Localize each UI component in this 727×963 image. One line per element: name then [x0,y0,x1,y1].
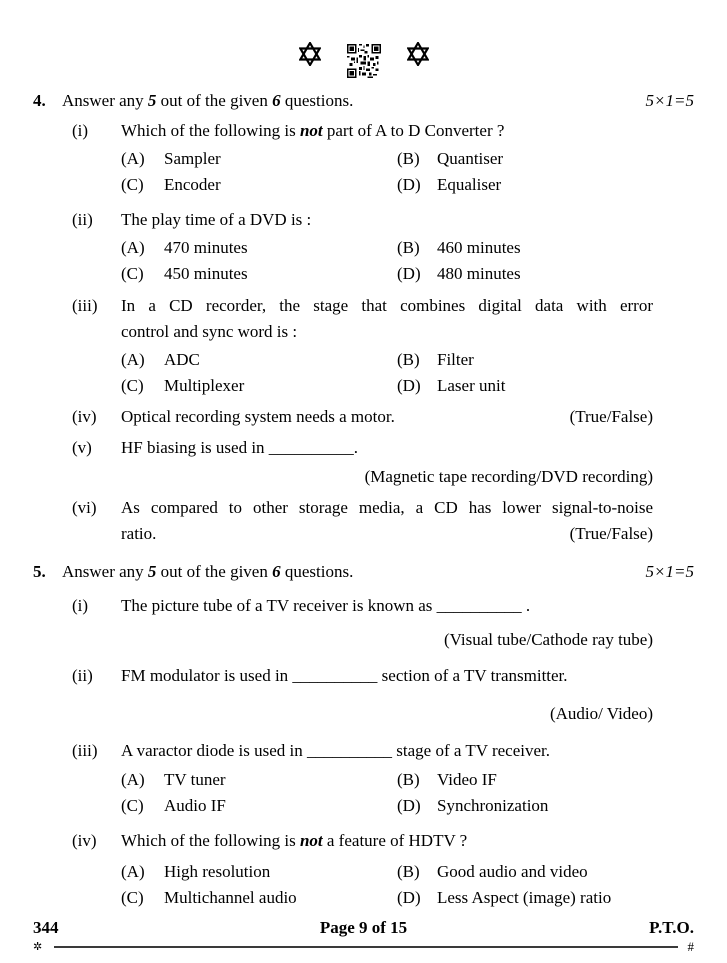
sub-question-label: (i) [72,596,89,615]
option-text: Filter [437,350,474,369]
question-number: 4. [33,91,46,110]
sub-question-text: The picture tube of a TV receiver is known as __________ . [121,596,531,615]
sub-question-text: A varactor diode is used in __________ stage of a TV receiver. [121,741,550,760]
sub-question-4-iii [72,293,694,399]
option-key: (A) [121,149,145,168]
answer-hint: (Visual tube/Cathode ray tube) [443,630,653,649]
question-header [33,88,694,114]
star-of-david-icon [299,42,321,66]
options-grid [121,146,653,198]
option-text: Video IF [437,770,497,789]
page-footer [33,916,694,954]
sub-question-text: HF biasing is used in __________. [121,438,359,457]
option-key: (B) [397,238,420,257]
qr-code [347,44,381,78]
footer-rule [33,940,694,954]
question-5 [33,559,694,911]
page-indicator: Page 9 of 15 [319,918,408,937]
option-text: High resolution [164,862,271,881]
sub-question-label: (vi) [72,498,97,517]
sub-question-4-vi [72,495,694,547]
answer-hint: (True/False) [569,524,653,543]
option-text: Encoder [164,175,221,194]
option-text: Multichannel audio [164,888,297,907]
question-4 [33,88,694,547]
option-key: (C) [121,264,144,283]
sub-question-text: FM modulator is used in __________ section of a TV transmitter. [121,666,568,685]
options-grid [121,767,653,819]
sub-question-text-line1: As compared to other storage media, a CD has lower signal-to-noise [121,498,653,517]
star-of-david-icon [407,42,429,66]
question-header [33,559,694,585]
option-key: (A) [121,770,145,789]
option-text: Good audio and video [437,862,588,881]
option-key: (B) [397,350,420,369]
sub-question-4-iv [72,404,694,430]
question-text: Answer any 5 out of the given 6 questions. [62,562,354,581]
sub-question-text-line1: In a CD recorder, the stage that combines digital data with error [121,296,653,315]
sub-question-5-iii [72,738,694,819]
masthead [33,0,694,78]
marks: 5×1=5 [645,91,694,110]
option-key: (D) [397,175,421,194]
option-text: 450 minutes [164,264,248,283]
paper-code: 344 [33,918,59,937]
sub-question-4-ii [72,207,694,287]
option-key: (A) [121,350,145,369]
option-text: Audio IF [164,796,226,815]
marks: 5×1=5 [645,562,694,581]
sub-question-label: (ii) [72,666,93,685]
answer-hint: (True/False) [569,407,653,426]
option-key: (D) [397,264,421,283]
option-key: (D) [397,376,421,395]
sub-question-5-iv [72,828,694,911]
option-key: (C) [121,376,144,395]
sub-question-text: Optical recording system needs a motor. [121,407,395,426]
sub-question-text: Which of the following is not a feature of HDTV ? [121,831,468,850]
sub-question-5-ii [72,663,694,727]
option-key: (C) [121,796,144,815]
option-key: (B) [397,862,420,881]
sub-question-label: (iv) [72,831,97,850]
options-grid [121,859,653,911]
footer-left-mark: ✲ [33,941,43,953]
sub-question-label: (v) [72,438,92,457]
option-text: Equaliser [437,175,502,194]
pto-label: P.T.O. [649,918,694,937]
sub-question-label: (iii) [72,741,98,760]
sub-question-label: (ii) [72,210,93,229]
option-text: Quantiser [437,149,504,168]
option-key: (A) [121,862,145,881]
option-text: 480 minutes [437,264,521,283]
option-text: Laser unit [437,376,506,395]
option-key: (C) [121,888,144,907]
sub-question-label: (i) [72,121,89,140]
question-number: 5. [33,562,46,581]
sub-question-text-line2: control and sync word is : [121,322,298,341]
option-text: Synchronization [437,796,549,815]
sub-question-5-i [72,593,694,653]
question-text: Answer any 5 out of the given 6 questions. [62,91,354,110]
option-text: Multiplexer [164,376,245,395]
option-text: 470 minutes [164,238,248,257]
answer-hint: (Magnetic tape recording/DVD recording) [364,467,653,486]
footer-right-mark: # [687,939,694,954]
option-key: (C) [121,175,144,194]
options-grid [121,347,653,399]
option-text: Less Aspect (image) ratio [437,888,612,907]
option-text: ADC [164,350,200,369]
sub-question-4-v [72,435,694,490]
option-key: (D) [397,888,421,907]
option-text: 460 minutes [437,238,521,257]
option-key: (B) [397,770,420,789]
footer-divider-line [54,946,677,948]
sub-question-text: Which of the following is not part of A to D Converter ? [121,121,505,140]
option-key: (B) [397,149,420,168]
sub-question-text: The play time of a DVD is : [121,210,312,229]
sub-question-label: (iii) [72,296,98,315]
sub-question-4-i [72,118,694,198]
footer-main-row [33,916,694,940]
sub-question-label: (iv) [72,407,97,426]
options-grid [121,235,653,287]
answer-hint: (Audio/ Video) [549,704,653,723]
option-text: Sampler [164,149,221,168]
option-key: (D) [397,796,421,815]
option-key: (A) [121,238,145,257]
option-text: TV tuner [164,770,226,789]
sub-question-text-line2: ratio. [121,524,157,543]
